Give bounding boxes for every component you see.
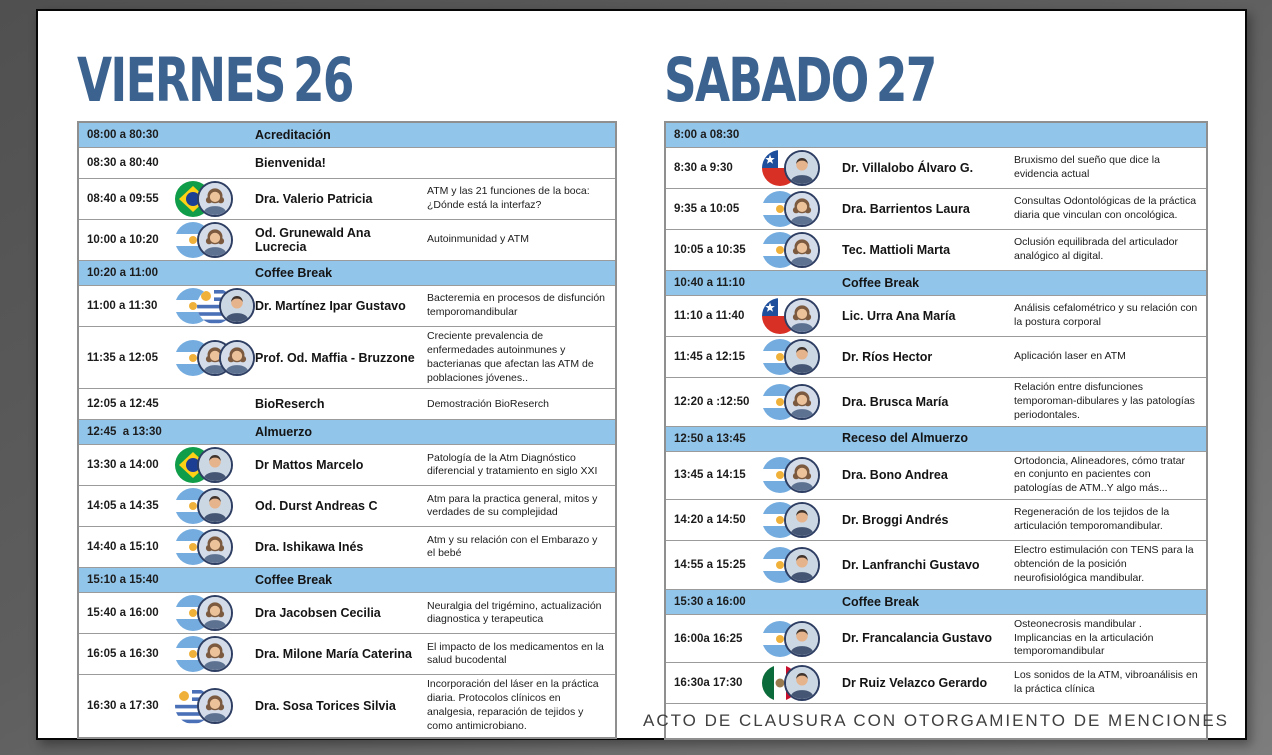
schedule-row — [79, 568, 615, 593]
schedule-row — [79, 327, 615, 389]
schedule-row — [666, 663, 1206, 704]
talk-topic — [1014, 436, 1206, 442]
time-slot: 12:45 a 13:30 — [87, 426, 162, 439]
time-slot: 11:35 a 12:05 — [87, 351, 158, 364]
time-slot: 12:50 a 13:45 — [674, 432, 746, 445]
schedule-row — [79, 420, 615, 445]
speaker-media — [762, 437, 842, 441]
talk-topic — [427, 160, 615, 166]
talk-topic — [1014, 280, 1206, 286]
talk-topic: Atm y su relación con el Embarazo y el bebé — [427, 533, 598, 560]
speaker-name: Dra. Bono Andrea — [842, 468, 948, 483]
speaker-name: Dra. Brusca María — [842, 394, 949, 409]
talk-topic: Los sonidos de la ATM, vibroanálisis en la práctica clínica — [1014, 669, 1198, 696]
time-slot: 16:30 a 17:30 — [87, 700, 159, 713]
schedule-row — [79, 148, 615, 179]
speaker-media — [175, 593, 255, 633]
speaker-media — [762, 382, 842, 422]
talk-topic: Aplicación laser en ATM — [1014, 350, 1126, 363]
talk-topic: Creciente prevalencia de enfermedades autoinmunes y bacterianas que afectan las ATM de poblaciones jóvenes.. — [427, 330, 594, 384]
speaker-avatar — [784, 665, 820, 701]
schedule-row — [666, 615, 1206, 664]
speaker-avatar — [784, 339, 820, 375]
schedule-row — [79, 675, 615, 736]
talk-topic: Relación entre disfunciones temporoman-dibulares y las patologías periodontales. — [1014, 381, 1195, 421]
speaker-media — [762, 281, 842, 285]
speaker-media — [762, 500, 842, 540]
talk-topic — [1014, 599, 1206, 605]
talk-topic: Incorporación del láser en la práctica diaria. Protocolos clínicos en analgesia, reparación de tejidos y como antimicrobiano. — [427, 678, 599, 733]
talk-topic: Consultas Odontológicas de la práctica diaria que vinculan con oncológica. — [1014, 195, 1197, 221]
time-slot: 10:20 a 11:00 — [87, 267, 158, 279]
speaker-media — [175, 271, 255, 275]
time-slot: 12:20 a :12:50 — [674, 395, 750, 408]
talk-topic — [427, 270, 615, 276]
speaker-avatar — [784, 457, 820, 493]
speaker-name: Bienvenida! — [255, 155, 326, 170]
speaker-avatar — [197, 595, 233, 631]
speaker-media — [175, 286, 255, 326]
schedule-row — [79, 179, 615, 220]
schedule-page — [36, 9, 1247, 740]
schedule-row — [79, 445, 615, 486]
time-slot: 14:05 a 14:35 — [87, 500, 159, 513]
speaker-media — [762, 337, 842, 377]
speaker-name: Dra. Sosa Torices Silvia — [255, 698, 396, 713]
schedule-table-viernes — [77, 121, 617, 739]
schedule-table-sabado — [642, 121, 1230, 740]
time-slot: 10:40 a 11:10 — [674, 277, 745, 289]
speaker-name: Dr. Villalobo Álvaro G. — [842, 160, 974, 175]
speaker-avatar — [784, 384, 820, 420]
talk-topic: ATM y las 21 funciones de la boca: ¿Dónde está la interfaz? — [427, 185, 590, 211]
time-slot: 14:20 a 14:50 — [674, 514, 746, 527]
schedule-row — [666, 271, 1206, 296]
talk-topic: Patología de la Atm Diagnóstico diferencial y tratamiento en siglo XXI — [427, 451, 598, 478]
speaker-name: Dr. Martínez Ipar Gustavo — [255, 298, 406, 313]
time-slot: 9:35 a 10:05 — [674, 203, 740, 215]
session-title: Coffee Break — [842, 275, 920, 290]
speaker-avatar — [784, 547, 820, 583]
schedule-row — [666, 590, 1206, 615]
speaker-media — [762, 230, 842, 270]
speaker-media — [175, 430, 255, 434]
speaker-media — [175, 445, 255, 485]
closing-banner-row — [642, 704, 1230, 738]
speaker-avatar — [784, 298, 820, 334]
time-slot: 8:00 a 08:30 — [674, 129, 740, 141]
talk-topic — [427, 132, 615, 138]
talk-topic: Regeneración de los tejidos de la articulación temporomandibular. — [1014, 506, 1170, 533]
schedule-row — [666, 337, 1206, 378]
schedule-row — [79, 634, 615, 675]
talk-topic: Osteonecrosis mandibular . Implicancias en la articulación temporomandibular — [1014, 617, 1154, 658]
speaker-name: Dr. Ríos Hector — [842, 349, 933, 364]
talk-topic: Análisis cefalométrico y su relación con la postura corporal — [1014, 302, 1198, 328]
day-column-viernes — [77, 11, 617, 739]
speaker-avatar — [197, 636, 233, 672]
time-slot: 16:30a 17:30 — [674, 677, 743, 690]
speaker-name: Od. Durst Andreas C — [255, 499, 378, 514]
time-slot: 11:00 a 11:30 — [87, 300, 158, 312]
session-title: Coffee Break — [255, 265, 333, 280]
schedule-row — [666, 123, 1206, 148]
speaker-media — [175, 686, 255, 726]
speaker-name: Dra. Valerio Patricia — [255, 191, 373, 206]
speaker-media — [762, 545, 842, 585]
day-title-sabado: SABADO 27 — [664, 45, 936, 116]
talk-topic: Electro estimulación con TENS para la obtención de la posición neurofisiológica mandibular. — [1014, 544, 1194, 584]
talk-topic: Ortodoncia, Alineadores, cómo tratar en conjunto en pacientes con patologías de ATM..Y algo más... — [1014, 454, 1186, 495]
session-title: Receso del Almuerzo — [842, 431, 968, 446]
time-slot: 11:10 a 11:40 — [674, 310, 745, 322]
time-slot: 08:40 a 09:55 — [87, 193, 159, 205]
speaker-avatar — [197, 181, 233, 217]
speaker-name: Od. Grunewald Ana Lucrecia — [255, 225, 371, 254]
time-slot: 16:00a 16:25 — [674, 632, 743, 645]
talk-topic — [1014, 132, 1206, 138]
session-title: Coffee Break — [842, 594, 920, 609]
speaker-media — [762, 663, 842, 703]
speaker-media — [762, 148, 842, 188]
schedule-row — [79, 593, 615, 634]
speaker-name: Dra Jacobsen Cecilia — [255, 606, 381, 621]
talk-topic: Demostración BioReserch — [427, 397, 549, 410]
speaker-avatar — [219, 288, 255, 324]
speaker-media — [762, 133, 842, 137]
time-slot: 15:10 a 15:40 — [87, 574, 159, 587]
speaker-name: Dr. Francalancia Gustavo — [842, 631, 993, 646]
schedule-row — [79, 123, 615, 148]
speaker-media — [175, 338, 255, 378]
speaker-avatar — [784, 232, 820, 268]
schedule-row — [79, 220, 615, 261]
time-slot: 15:40 a 16:00 — [87, 607, 159, 620]
closing-banner-text: ACTO DE CLAUSURA CON OTORGAMIENTO DE MENCIONES — [642, 711, 1230, 731]
schedule-row — [666, 296, 1206, 337]
session-title: Almuerzo — [255, 425, 312, 440]
speaker-media — [762, 600, 842, 604]
schedule-row — [666, 378, 1206, 427]
time-slot: 12:05 a 12:45 — [87, 398, 159, 411]
speaker-name: BioReserch — [255, 397, 325, 412]
speaker-media — [762, 296, 842, 336]
speaker-name: Dra. Ishikawa Inés — [255, 540, 364, 555]
speaker-avatar — [784, 621, 820, 657]
schedule-row — [666, 541, 1206, 590]
speaker-media — [175, 527, 255, 567]
speaker-avatar — [197, 447, 233, 483]
talk-topic: Bruxismo del sueño que dice la evidencia actual — [1014, 154, 1160, 180]
session-title: Acreditación — [255, 127, 331, 142]
schedule-row — [79, 486, 615, 527]
speaker-name: Dra. Milone María Caterina — [255, 647, 412, 662]
talk-topic — [427, 577, 615, 583]
speaker-avatar — [197, 688, 233, 724]
time-slot: 08:30 a 80:40 — [87, 157, 159, 169]
schedule-row — [79, 389, 615, 420]
speaker-name: Lic. Urra Ana María — [842, 308, 956, 323]
time-slot: 11:45 a 12:15 — [674, 351, 745, 363]
talk-topic: Atm para la practica general, mitos y verdades de su complejidad — [427, 492, 598, 519]
speaker-name: Tec. Mattioli Marta — [842, 242, 951, 257]
time-slot: 8:30 a 9:30 — [674, 162, 733, 174]
talk-topic: Neuralgia del trigémino, actualización diagnostica y terapeutica — [427, 599, 602, 626]
speaker-media — [762, 189, 842, 229]
speaker-avatar — [197, 488, 233, 524]
speaker-name: Prof. Od. Maffia - Bruzzone — [255, 350, 415, 365]
speaker-avatar — [784, 150, 820, 186]
speaker-media — [175, 133, 255, 137]
schedule-row — [666, 148, 1206, 189]
schedule-row — [79, 527, 615, 568]
speaker-name: Dr. Lanfranchi Gustavo — [842, 557, 980, 572]
speaker-name: Dr Mattos Marcelo — [255, 458, 364, 473]
speaker-name: Dr Ruiz Velazco Gerardo — [842, 676, 988, 691]
speaker-name: Dra. Barrientos Laura — [842, 201, 970, 216]
schedule-row — [666, 230, 1206, 271]
schedule-row — [79, 261, 615, 286]
speaker-avatar — [784, 191, 820, 227]
speaker-media — [175, 402, 255, 406]
talk-topic: Bacteremia en procesos de disfunción temporomandibular — [427, 292, 606, 318]
speaker-media — [762, 455, 842, 495]
session-title: Coffee Break — [255, 573, 333, 588]
speaker-media — [175, 578, 255, 582]
speaker-avatar — [197, 222, 233, 258]
day-title-viernes: VIERNES 26 — [77, 45, 353, 116]
speaker-avatar — [784, 502, 820, 538]
time-slot: 10:00 a 10:20 — [87, 234, 159, 246]
schedule-row — [666, 189, 1206, 230]
talk-topic: El impacto de los medicamentos en la salud bucodental — [427, 640, 604, 667]
day-column-sabado — [642, 11, 1230, 740]
time-slot: 08:00 a 80:30 — [87, 129, 159, 141]
time-slot: 10:05 a 10:35 — [674, 244, 746, 256]
talk-topic: Oclusión equilibrada del articulador analógico al digital. — [1014, 236, 1179, 262]
time-slot: 14:55 a 15:25 — [674, 558, 746, 571]
talk-topic: Autoinmunidad y ATM — [427, 233, 529, 246]
speaker-avatar — [219, 340, 255, 376]
speaker-avatar — [197, 529, 233, 565]
schedule-row — [79, 286, 615, 327]
speaker-name: Dr. Broggi Andrés — [842, 512, 949, 527]
time-slot: 13:30 a 14:00 — [87, 459, 159, 472]
speaker-media — [175, 486, 255, 526]
speaker-media — [175, 179, 255, 219]
schedule-row — [666, 427, 1206, 452]
schedule-row — [666, 500, 1206, 541]
speaker-media — [175, 634, 255, 674]
talk-topic — [427, 429, 615, 435]
time-slot: 14:40 a 15:10 — [87, 541, 159, 554]
time-slot: 16:05 a 16:30 — [87, 648, 159, 661]
schedule-row — [666, 452, 1206, 501]
speaker-media — [175, 161, 255, 165]
speaker-media — [175, 220, 255, 260]
speaker-media — [762, 619, 842, 659]
time-slot: 15:30 a 16:00 — [674, 595, 746, 608]
time-slot: 13:45 a 14:15 — [674, 469, 746, 482]
